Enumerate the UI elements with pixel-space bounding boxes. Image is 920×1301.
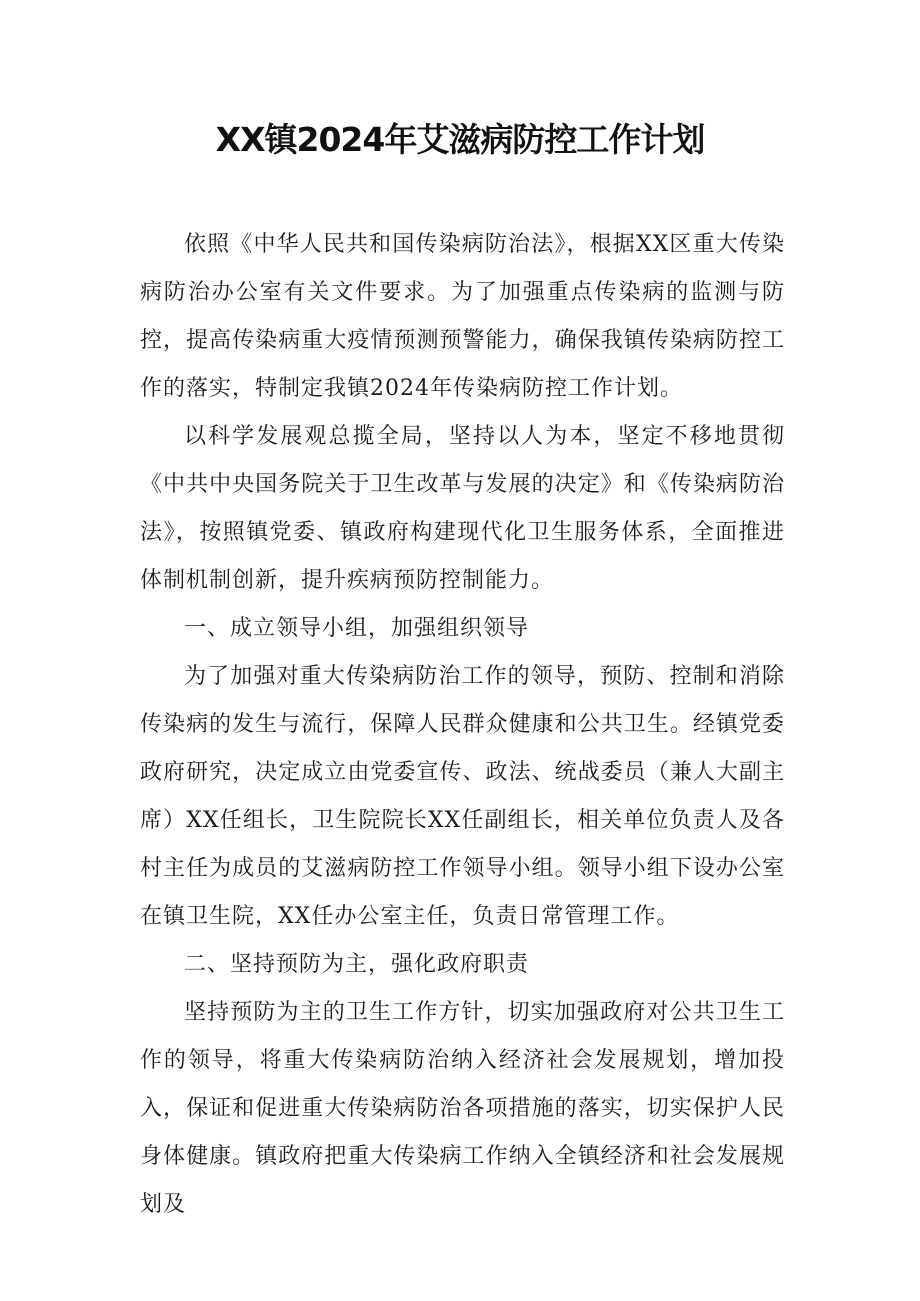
document-title: XX镇2024年艾滋病防控工作计划 [215, 120, 705, 159]
paragraph-guiding-principle: 以科学发展观总揽全局，坚持以人为本，坚定不移地贯彻《中共中央国务院关于卫生改革与发展的决定》和《传染病防治法》，按照镇党委、镇政府构建现代化卫生服务体系，全面推进体制机制创新，提升疾病预防控制能力。 [140, 424, 785, 593]
paragraph-leadership-group: 为了加强对重大传染病防治工作的领导，预防、控制和消除传染病的发生与流行，保障人民群众健康和公共卫生。经镇党委政府研究，决定成立由党委宣传、政法、统战委员（兼人大副主席）XX任组长，卫生院院长XX任副组长，相关单位负责人及各村主任为成员的艾滋病防控工作领导小组。领导小组下设办公室在镇卫生院，XX任办公室主任，负责日常管理工作。 [140, 664, 785, 929]
paragraph-intro: 依照《中华人民共和国传染病防治法》，根据XX区重大传染病防治办公室有关文件要求。为了加强重点传染病的监测与防控，提高传染病重大疫情预测预警能力，确保我镇传染病防控工作的落实，特制定我镇2024年传染病防控工作计划。 [140, 232, 785, 401]
section-heading-1: 一、成立领导小组，加强组织领导 [184, 616, 530, 641]
section-heading-2: 二、坚持预防为主，强化政府职责 [184, 952, 530, 977]
document-body [140, 221, 785, 1229]
paragraph-prevention: 坚持预防为主的卫生工作方针，切实加强政府对公共卫生工作的领导，将重大传染病防治纳入经济社会发展规划，增加投入，保证和促进重大传染病防治各项措施的落实，切实保护人民身体健康。镇政府把重大传染病工作纳入全镇经济和社会发展规划及 [140, 1000, 785, 1217]
